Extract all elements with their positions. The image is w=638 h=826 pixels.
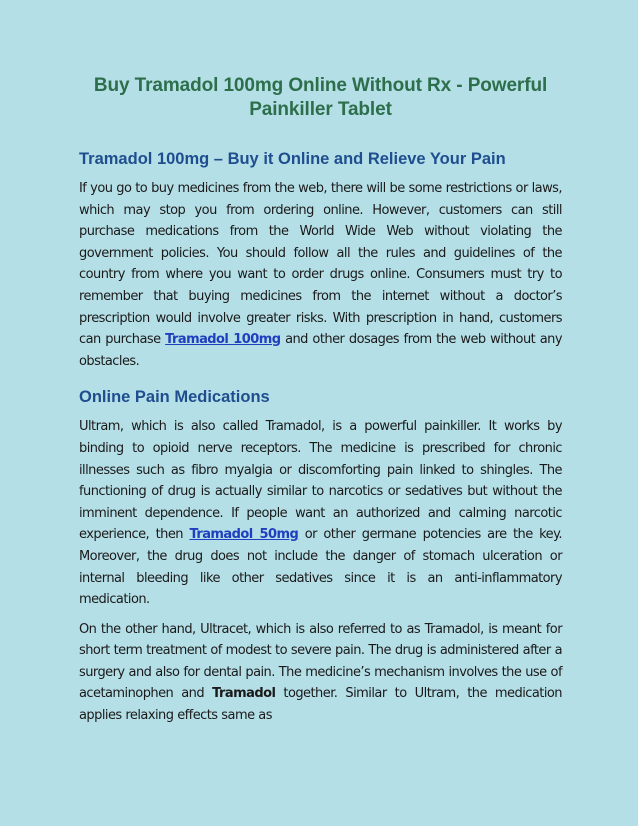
paragraph-text: If you go to buy medicines from the web, there will be some restrictions or laws, which may stop you from ordering online. However, customers can still purchase medications from the World Wide Web without violating the government policies. You should follow all the rules and guidelines of the country from where you want to order drugs online. Consumers must try to remember that buying medicines from the internet without a doctor’s prescription would involve greater risks. With prescription in hand, customers can purchase <box>79 181 562 348</box>
document-body <box>79 74 562 727</box>
link-tramadol-100mg[interactable]: Tramadol 100mg <box>165 332 281 348</box>
link-tramadol-50mg[interactable]: Tramadol 50mg <box>189 527 299 543</box>
paragraph-restrictions <box>79 178 562 372</box>
paragraph-text: together. Similar to Ultram, the medication applies relaxing effects same as <box>79 686 562 724</box>
section-heading-buy-online: Tramadol 100mg – Buy it Online and Relieve Your Pain <box>79 150 506 168</box>
section-heading-pain-medications: Online Pain Medications <box>79 388 270 407</box>
paragraph-text: Ultram, which is also called Tramadol, is a powerful painkiller. It works by binding to opioid nerve receptors. The medicine is prescribed for chronic illnesses such as fibro myalgia or discomforting pain linked to shingles. The functioning of drug is actually similar to narcotics or sedatives but without the imminent dependence. If people want an authorized and calming narcotic experience, then <box>79 419 562 543</box>
document-title: Buy Tramadol 100mg Online Without Rx - Powerful Painkiller Tablet <box>93 75 548 120</box>
paragraph-ultracet <box>79 619 562 727</box>
bold-tramadol: Tramadol <box>212 686 276 702</box>
paragraph-text: or other germane potencies are the key. Moreover, the drug does not include the danger of stomach ulceration or internal bleeding like other sedatives since it is an anti-inflammatory medication. <box>79 527 562 608</box>
paragraph-text: and other dosages from the web without any obstacles. <box>79 332 562 369</box>
paragraph-text: On the other hand, Ultracet, which is also referred to as Tramadol, is meant for short term treatment of modest to severe pain. The drug is administered after a surgery and also for dental pain. The medicine’s mechanism involves the use of acetaminophen and <box>79 621 562 702</box>
paragraph-ultram <box>79 416 562 610</box>
